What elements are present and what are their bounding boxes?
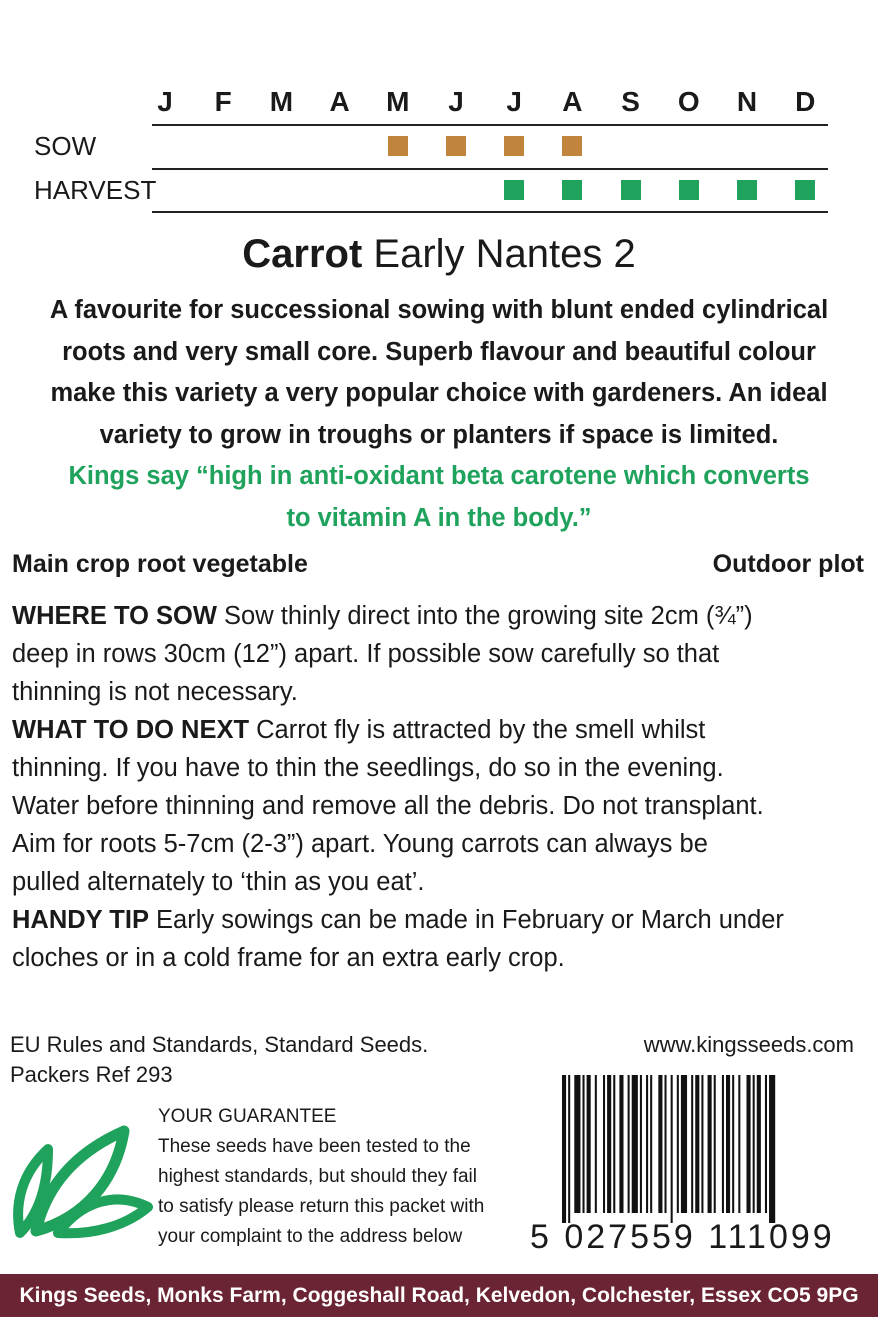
section-text: pulled alternately to ‘thin as you eat’. [12,868,425,896]
month-label: S [621,86,640,117]
section-text: Early sowings can be made in February or March under [148,906,784,934]
crop-type: Main crop root vegetable [12,550,308,578]
month-label: M [386,86,410,117]
guarantee-line: highest standards, but should they fail [158,1166,477,1187]
barcode-bar [607,1075,611,1213]
harvest-month-marker [562,180,582,200]
harvest-month-marker [795,180,815,200]
barcode-bar [701,1075,703,1213]
harvest-month-marker [737,180,757,200]
section-text: Carrot fly is attracted by the smell whilst [249,716,706,744]
quote-line: to vitamin A in the body.” [286,503,592,532]
quote-line: Kings say “high in anti-oxidant beta carotene which converts [68,462,810,490]
barcode-bar [562,1075,566,1223]
barcode-bar [632,1075,638,1213]
barcode-bar [747,1075,751,1213]
section-text: Sow thinly direct into the growing site 2cm (¾”) [216,602,753,630]
where-to-sow-section [12,597,862,711]
address-footer: Kings Seeds, Monks Farm, Coggeshall Road, Kelvedon, Colchester, Essex CO5 9PG [0,1274,878,1317]
section-text: deep in rows 30cm (12”) apart. If possible sow carefully so that [12,640,720,668]
month-label: J [448,86,464,117]
barcode-bar [769,1075,775,1223]
barcode-bar [722,1075,724,1213]
barcode-bar [628,1075,630,1213]
guarantee-line: These seeds have been tested to the [158,1136,471,1157]
barcode-bar [732,1075,734,1213]
description-line: variety to grow in troughs or planters if space is limited. [99,420,779,449]
section-text: Water before thinning and remove all the debris. Do not transplant. [12,792,764,820]
plot-location: Outdoor plot [712,550,864,578]
section-heading: WHERE TO SOW [12,602,217,630]
guarantee-block [158,1102,484,1252]
barcode-bar [603,1075,605,1213]
section-text: thinning is not necessary. [12,678,298,706]
product-variety: Early Nantes 2 [362,232,636,276]
barcode-bar [691,1075,693,1213]
barcode-bar [665,1075,667,1213]
harvest-month-marker [679,180,699,200]
month-label: D [795,86,816,117]
month-label: A [329,86,350,117]
calendar-rule-top [152,124,828,126]
guarantee-heading: YOUR GUARANTEE [158,1106,337,1127]
barcode-bar [587,1075,591,1213]
sow-month-marker [388,136,408,156]
section-heading: WHAT TO DO NEXT [12,716,250,744]
barcode-bar [574,1075,580,1213]
barcode-bar [619,1075,623,1213]
barcode-bar [650,1075,652,1213]
barcode-number: 5 027559 111099 [530,1218,835,1256]
month-label: O [677,86,700,117]
calendar-rule-bottom [152,211,828,213]
barcode-bar [681,1075,687,1213]
month-label: F [214,86,232,117]
description-line: make this variety a very popular choice with gardeners. An ideal [50,379,828,407]
sow-month-marker [446,136,466,156]
barcode-bar [738,1075,740,1213]
guarantee-line: to satisfy please return this packet with [158,1196,485,1217]
barcode-bar [714,1075,716,1213]
description-line: roots and very small core. Superb flavour and beautiful colour [62,337,816,366]
barcode-bar [753,1075,755,1213]
month-label: M [269,86,294,117]
product-title [0,232,878,277]
calendar-rule-middle [152,168,828,170]
barcode-bar [583,1075,585,1213]
handy-tip-section [12,901,862,977]
month-label: J [157,86,173,117]
sow-month-marker [504,136,524,156]
standards-text: EU Rules and Standards, Standard Seeds. [10,1032,429,1057]
barcode-bar [726,1075,730,1213]
harvest-month-marker [621,180,641,200]
barcode-bar [757,1075,761,1213]
barcode-bar [671,1075,673,1223]
section-text: cloches or in a cold frame for an extra early crop. [12,944,565,972]
sow-row-label: SOW [34,131,97,161]
description [10,290,868,539]
packers-ref: Packers Ref 293 [10,1062,173,1087]
barcode-bar [708,1075,712,1213]
barcode-bar [695,1075,699,1213]
barcode-bar [613,1075,615,1213]
description-line: A favourite for successional sowing with blunt ended cylindrical [49,296,829,324]
section-text: thinning. If you have to thin the seedlings, do so in the evening. [12,754,724,782]
month-label: A [562,86,583,117]
barcode-bar [640,1075,642,1213]
barcode-bar [658,1075,662,1213]
barcode-bar [765,1075,767,1213]
barcode-bar [677,1075,679,1213]
barcode [560,1075,860,1223]
leaf-logo-icon [8,1125,154,1240]
barcode-bar [568,1075,570,1223]
month-label: N [736,86,758,117]
website-link[interactable]: www.kingsseeds.com [643,1032,854,1057]
section-heading: HANDY TIP [12,906,149,934]
product-name: Carrot [242,232,363,276]
month-label: J [506,86,522,117]
section-text: Aim for roots 5-7cm (2-3”) apart. Young carrots can always be [12,830,708,858]
harvest-month-marker [504,180,524,200]
barcode-bar [646,1075,648,1213]
guarantee-line: your complaint to the address below [158,1226,463,1247]
harvest-row-label: HARVEST [34,175,157,205]
barcode-bar [595,1075,597,1213]
what-to-do-next-section [12,711,862,901]
sow-month-marker [562,136,582,156]
